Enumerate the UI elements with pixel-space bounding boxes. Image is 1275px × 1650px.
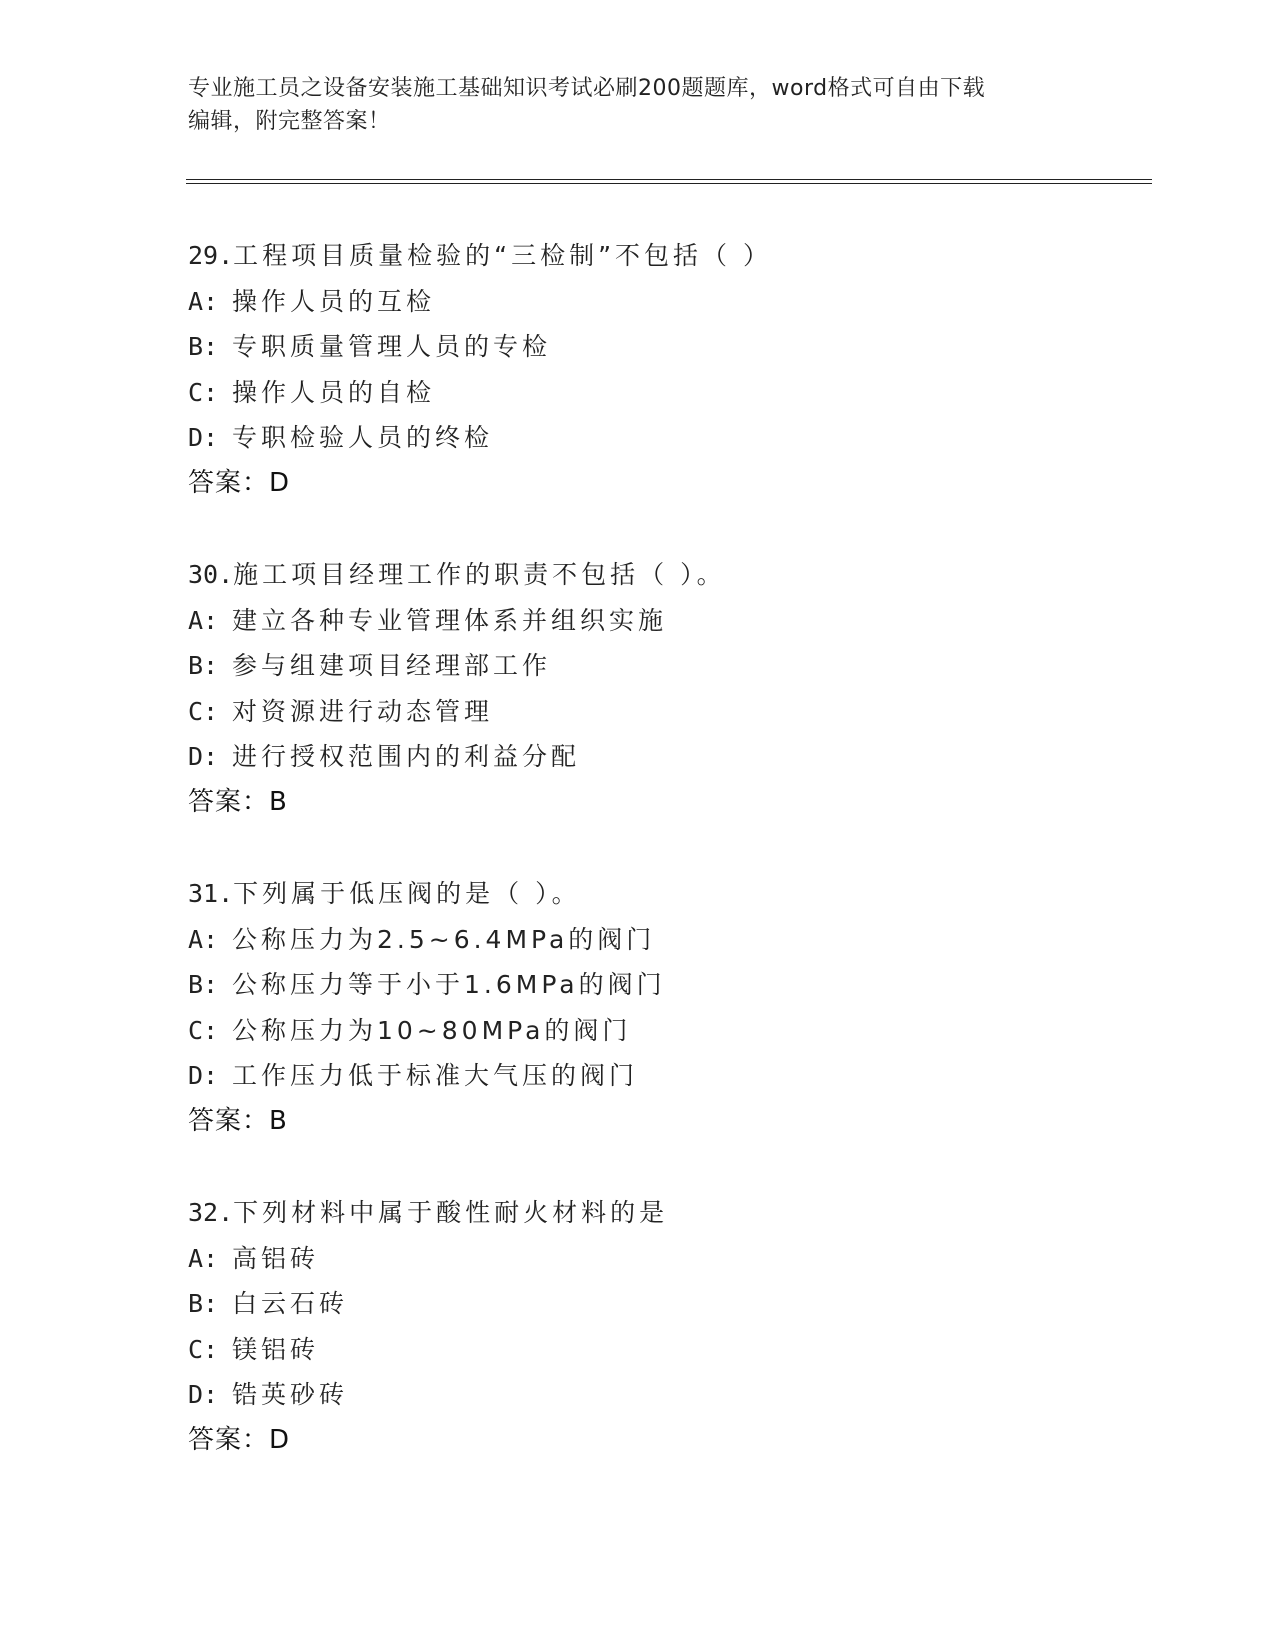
answer-line: 答案：B <box>188 1105 288 1136</box>
option-key: D: <box>188 423 219 452</box>
document-header <box>188 72 1088 138</box>
option-key: A: <box>188 924 219 954</box>
question-stem <box>188 552 1088 598</box>
header-divider-bottom <box>186 183 1152 184</box>
option-key: B: <box>188 970 219 999</box>
option-c <box>188 1008 1088 1054</box>
answer-line: 答案：D <box>188 467 291 498</box>
option-text: 操作人员的自检 <box>232 377 436 407</box>
option-text: 建立各种专业管理体系并组织实施 <box>232 605 668 635</box>
option-text: 锆英砂砖 <box>232 1380 349 1409</box>
question-32 <box>188 1190 1088 1463</box>
option-key: A: <box>188 1243 219 1273</box>
header-divider-top <box>186 179 1152 180</box>
question-number: 31. <box>188 879 234 908</box>
option-key: C: <box>188 696 219 726</box>
option-text: 公称压力为10~80MPa的阀门 <box>232 1015 632 1045</box>
question-30 <box>188 552 1088 825</box>
option-key: D: <box>188 1380 219 1409</box>
option-text: 工作压力低于标准大气压的阀门 <box>232 1061 639 1090</box>
option-text: 公称压力等于小于1.6MPa的阀门 <box>232 970 666 999</box>
question-number: 29. <box>188 241 234 270</box>
option-text: 高铝砖 <box>232 1243 320 1273</box>
header-line-2: 编辑，附完整答案！ <box>188 109 391 134</box>
option-b <box>188 324 1088 370</box>
option-text: 专职检验人员的终检 <box>232 423 494 452</box>
option-text: 白云石砖 <box>232 1289 349 1318</box>
option-text: 专职质量管理人员的专检 <box>232 332 552 361</box>
option-text: 参与组建项目经理部工作 <box>232 651 552 680</box>
answer-line: 答案：D <box>188 1424 291 1455</box>
option-key: B: <box>188 651 219 680</box>
option-text: 操作人员的互检 <box>232 286 436 316</box>
question-29 <box>188 233 1088 506</box>
question-text: 下列属于低压阀的是（ ）。 <box>233 879 581 908</box>
option-d <box>188 734 1088 780</box>
option-b <box>188 962 1088 1008</box>
option-b <box>188 643 1088 689</box>
option-key: C: <box>188 1334 219 1364</box>
question-text: 工程项目质量检验的“三检制”不包括（ ） <box>233 241 773 270</box>
option-key: C: <box>188 377 219 407</box>
option-d <box>188 1372 1088 1418</box>
question-number: 30. <box>188 560 234 589</box>
option-a <box>188 1236 1088 1282</box>
option-key: B: <box>188 332 219 361</box>
option-a <box>188 279 1088 325</box>
option-key: B: <box>188 1289 219 1318</box>
option-key: D: <box>188 1061 219 1090</box>
option-c <box>188 689 1088 735</box>
question-number: 32. <box>188 1198 234 1227</box>
option-c <box>188 370 1088 416</box>
header-line-1: 专业施工员之设备安装施工基础知识考试必刷200题题库，word格式可自由下载 <box>188 76 986 101</box>
question-31 <box>188 871 1088 1144</box>
option-key: A: <box>188 286 219 316</box>
option-d <box>188 1053 1088 1099</box>
option-key: D: <box>188 742 219 771</box>
option-key: C: <box>188 1015 219 1045</box>
option-text: 对资源进行动态管理 <box>232 696 494 726</box>
answer-line: 答案：B <box>188 786 288 817</box>
option-c <box>188 1327 1088 1373</box>
option-a <box>188 917 1088 963</box>
option-key: A: <box>188 605 219 635</box>
option-b <box>188 1281 1088 1327</box>
question-text: 下列材料中属于酸性耐火材料的是 <box>233 1198 669 1227</box>
option-text: 公称压力为2.5~6.4MPa的阀门 <box>232 924 656 954</box>
question-stem <box>188 233 1088 279</box>
question-stem <box>188 871 1088 917</box>
option-d <box>188 415 1088 461</box>
option-text: 镁铝砖 <box>232 1334 320 1364</box>
question-stem <box>188 1190 1088 1236</box>
option-text: 进行授权范围内的利益分配 <box>232 742 581 771</box>
question-text: 施工项目经理工作的职责不包括（ ）。 <box>233 560 726 589</box>
option-a <box>188 598 1088 644</box>
